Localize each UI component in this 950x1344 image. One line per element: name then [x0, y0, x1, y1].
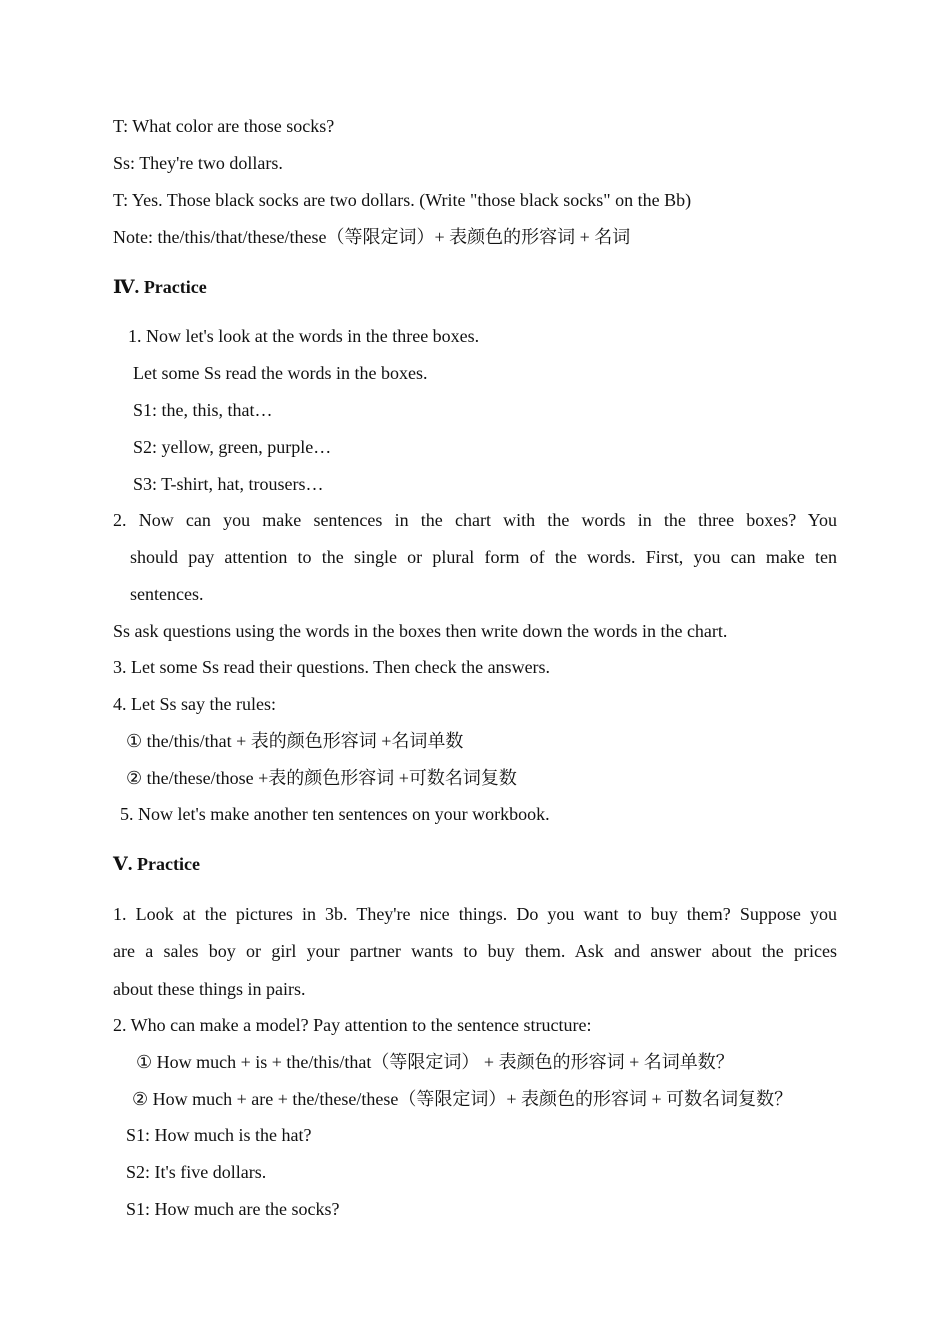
section-title: Practice: [143, 277, 207, 297]
list-item: 5. Now let's make another ten sentences on your workbook.: [120, 804, 550, 824]
dialogue-line: T: What color are those socks?: [113, 116, 335, 136]
section-numeral: Ⅳ.: [113, 277, 140, 298]
list-item: about these things in pairs.: [113, 979, 306, 999]
list-item: should pay attention to the single or plural form of the words. First, you can make ten: [130, 547, 837, 567]
rule-item: ① the/this/that + 表的颜色形容词 +名词单数: [126, 731, 464, 751]
list-item: are a sales boy or girl your partner wants to buy them. Ask and answer about the prices: [113, 941, 837, 961]
list-item: 1. Now let's look at the words in the three boxes.: [128, 326, 480, 346]
dialogue-line: Ss: They're two dollars.: [113, 153, 283, 173]
list-item: 4. Let Ss say the rules:: [113, 694, 276, 714]
structure-item: ② How much + are + the/these/these（等限定词）+ 表颜色的形容词 + 可数名词复数？: [132, 1089, 793, 1109]
list-item: 1. Look at the pictures in 3b. They're nice things. Do you want to buy them? Suppose you: [113, 904, 837, 924]
section-heading: [113, 276, 207, 299]
list-item: S3: T-shirt, hat, trousers…: [133, 474, 324, 494]
dialogue-line: S2: It's five dollars.: [126, 1162, 267, 1182]
list-item: Ss ask questions using the words in the boxes then write down the words in the chart.: [113, 621, 728, 641]
structure-item: ① How much + is + the/this/that（等限定词） + 表颜色的形容词 + 名词单数？: [136, 1052, 734, 1072]
rule-item: ② the/these/those +表的颜色形容词 +可数名词复数: [126, 768, 517, 788]
list-item: S1: the, this, that…: [133, 400, 273, 420]
section-heading: [113, 853, 200, 876]
dialogue-line: T: Yes. Those black socks are two dollars. (Write "those black socks" on the Bb): [113, 190, 692, 210]
list-item: 3. Let some Ss read their questions. Then check the answers.: [113, 657, 551, 677]
list-item: 2. Now can you make sentences in the chart with the words in the three boxes? You: [113, 510, 837, 530]
list-item: S2: yellow, green, purple…: [133, 437, 332, 457]
section-numeral: Ⅴ.: [113, 854, 133, 875]
dialogue-line: S1: How much are the socks?: [126, 1199, 340, 1219]
list-item: 2. Who can make a model? Pay attention to the sentence structure:: [113, 1015, 592, 1035]
list-item: sentences.: [130, 584, 204, 604]
list-item: Let some Ss read the words in the boxes.: [133, 363, 428, 383]
section-title: Practice: [137, 854, 200, 874]
dialogue-line: S1: How much is the hat?: [126, 1125, 312, 1145]
note-line: Note: the/this/that/these/these（等限定词）+ 表颜色的形容词 + 名词: [113, 227, 631, 247]
